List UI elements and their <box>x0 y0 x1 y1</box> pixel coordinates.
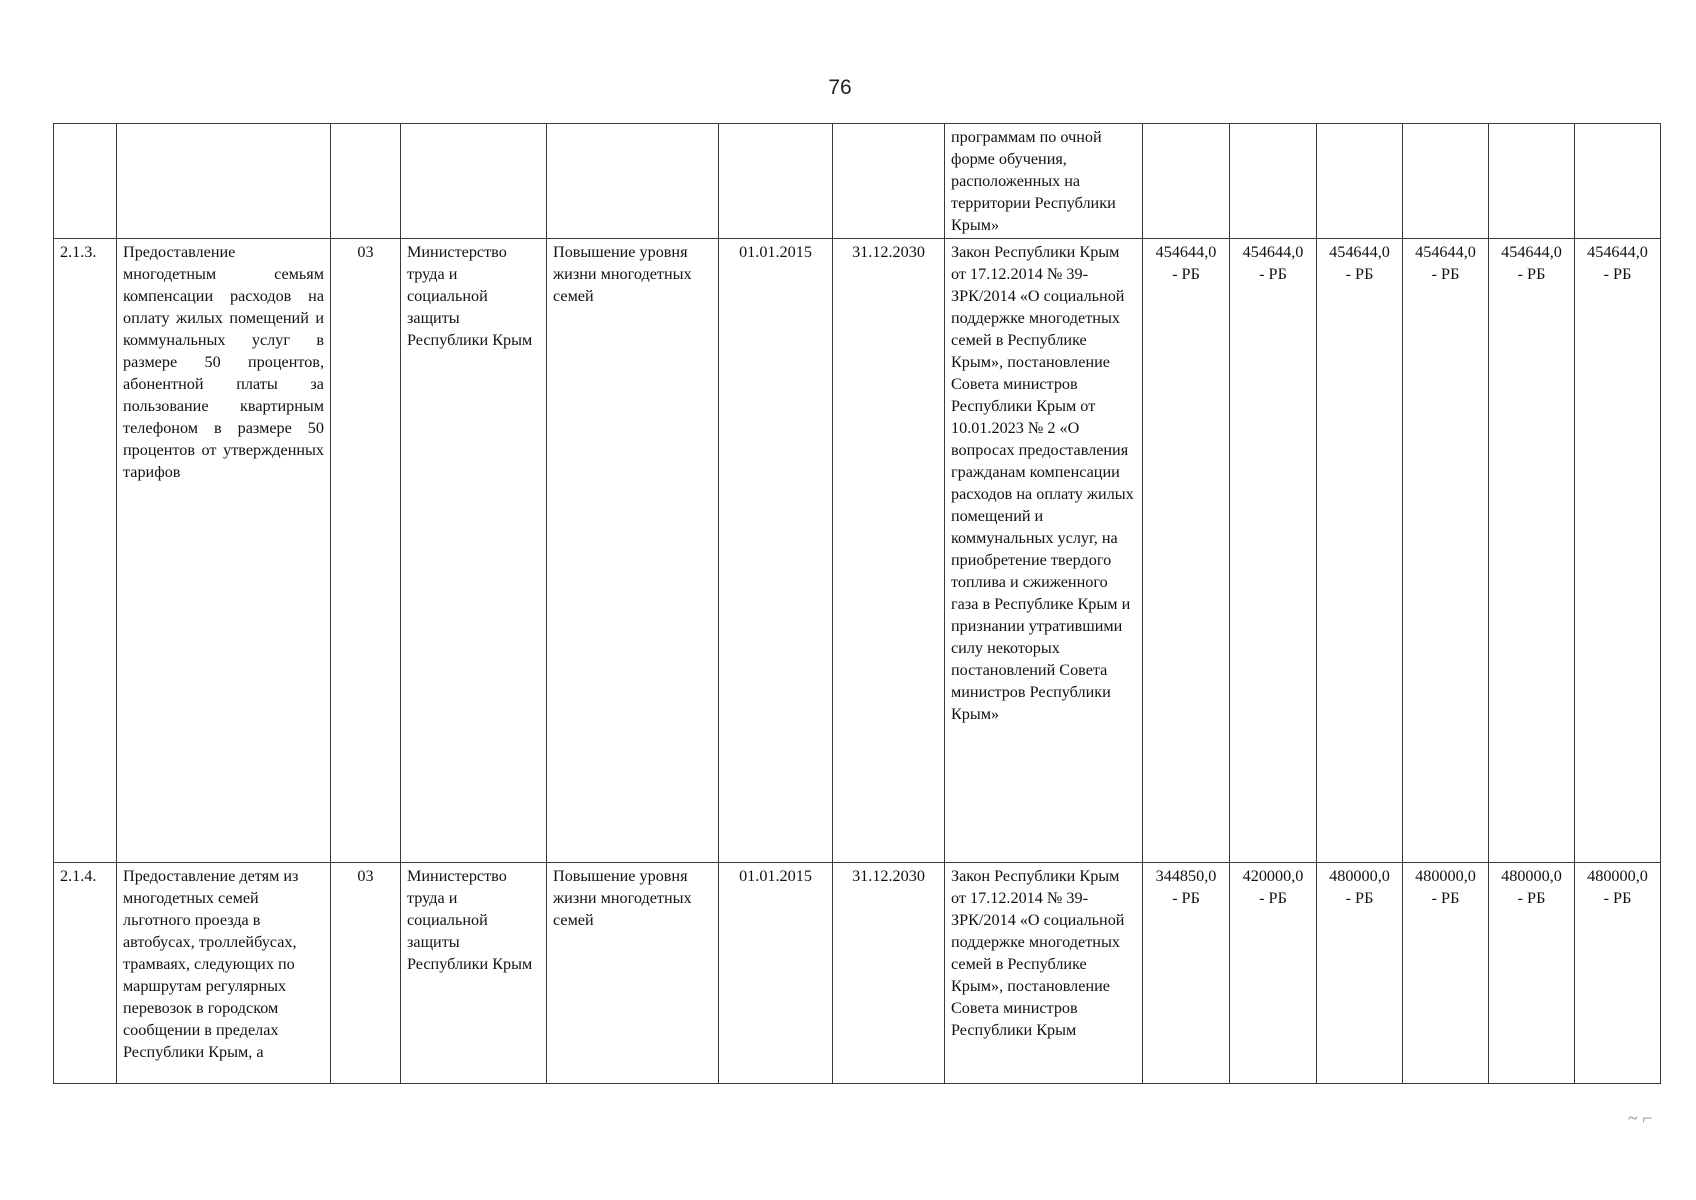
cell-amount <box>1143 863 1230 1084</box>
cell-goal: Повышение уровня жизни многодетных семей <box>547 863 719 1084</box>
cell-amount <box>1575 239 1661 863</box>
cell-number: 2.1.4. <box>54 863 117 1084</box>
amount-source: - РБ <box>1259 889 1287 907</box>
amount-value: 344850,0 <box>1155 867 1217 885</box>
cell-executor: Министерство труда и социальной защиты Республики Крым <box>401 863 547 1084</box>
cell-end-date: 31.12.2030 <box>833 239 945 863</box>
amount-source: - РБ <box>1172 265 1200 283</box>
table-row <box>54 239 1661 863</box>
cell-amount <box>1143 124 1230 239</box>
amount-value: 454644,0 <box>1501 243 1562 261</box>
cell-goal: Повышение уровня жизни многодетных семей <box>547 239 719 863</box>
amount-source: - РБ <box>1517 265 1546 283</box>
amount-value: 454644,0 <box>1242 243 1304 261</box>
cell-name: Предоставление многодетным семьям компенсации расходов на оплату жилых помещений и коммунальных услуг в размере 50 процентов, абонентной платы за пользование квартирным телефоном в размере 50 процентов от утвержденных тарифов <box>117 239 331 863</box>
amount-source: - РБ <box>1603 265 1632 283</box>
amount-value: 454644,0 <box>1415 243 1476 261</box>
cell-legal-basis: программам по очной форме обучения, расположенных на территории Республики Крым» <box>945 124 1143 239</box>
amount-value: 480000,0 <box>1329 867 1390 885</box>
cell-amount <box>1403 863 1489 1084</box>
cell-code: 03 <box>331 239 401 863</box>
cell-name <box>117 124 331 239</box>
cell-amount <box>1489 863 1575 1084</box>
cell-start-date: 01.01.2015 <box>719 863 833 1084</box>
cell-start-date <box>719 124 833 239</box>
cell-number <box>54 124 117 239</box>
amount-value: 480000,0 <box>1587 867 1648 885</box>
amount-source: - РБ <box>1431 265 1460 283</box>
cell-start-date: 01.01.2015 <box>719 239 833 863</box>
amount-source: - РБ <box>1345 889 1374 907</box>
amount-value: 454644,0 <box>1155 243 1217 261</box>
cell-executor: Министерство труда и социальной защиты Республики Крым <box>401 239 547 863</box>
amount-value: 480000,0 <box>1415 867 1476 885</box>
amount-source: - РБ <box>1259 265 1287 283</box>
measures-table <box>53 123 1661 1084</box>
cell-amount <box>1317 124 1403 239</box>
cell-amount <box>1317 863 1403 1084</box>
table-row <box>54 863 1661 1084</box>
cell-amount <box>1317 239 1403 863</box>
page-number: 76 <box>828 76 852 99</box>
cell-legal-basis: Закон Республики Крым от 17.12.2014 № 39-ЗРК/2014 «О социальной поддержке многодетных семей в Республике Крым», постановление Совета министров Республики Крым от 10.01.2023 № 2 «О вопросах предоставления гражданам компенсации расходов на оплату жилых помещений и коммунальных услуг, на приобретение твердого топлива и сжиженного газа в Республике Крым и признании утратившими силу некоторых постановлений Совета министров Республики Крым» <box>945 239 1143 863</box>
cell-amount <box>1403 239 1489 863</box>
cell-end-date: 31.12.2030 <box>833 863 945 1084</box>
cell-number: 2.1.3. <box>54 239 117 863</box>
amount-value: 454644,0 <box>1329 243 1390 261</box>
cell-code <box>331 124 401 239</box>
amount-value: 420000,0 <box>1242 867 1304 885</box>
scan-mark: ~ ⌐ <box>1628 1108 1653 1128</box>
cell-name: Предоставление детям из многодетных семей льготного проезда в автобусах, троллейбусах, трамваях, следующих по маршрутам регулярных перевозок в городском сообщении в пределах Республики Крым, а <box>117 863 331 1084</box>
amount-source: - РБ <box>1603 889 1632 907</box>
cell-amount <box>1575 124 1661 239</box>
amount-source: - РБ <box>1172 889 1200 907</box>
cell-code: 03 <box>331 863 401 1084</box>
cell-legal-basis: Закон Республики Крым от 17.12.2014 № 39-ЗРК/2014 «О социальной поддержке многодетных семей в Республике Крым», постановление Совета министров Республики Крым <box>945 863 1143 1084</box>
amount-source: - РБ <box>1431 889 1460 907</box>
cell-end-date <box>833 124 945 239</box>
cell-executor <box>401 124 547 239</box>
amount-source: - РБ <box>1517 889 1546 907</box>
cell-amount <box>1575 863 1661 1084</box>
amount-value: 454644,0 <box>1587 243 1648 261</box>
amount-source: - РБ <box>1345 265 1374 283</box>
amount-value: 480000,0 <box>1501 867 1562 885</box>
cell-amount <box>1489 124 1575 239</box>
cell-amount <box>1230 863 1317 1084</box>
cell-amount <box>1230 124 1317 239</box>
cell-amount <box>1489 239 1575 863</box>
table-row <box>54 124 1661 239</box>
cell-goal <box>547 124 719 239</box>
cell-amount <box>1403 124 1489 239</box>
cell-amount <box>1230 239 1317 863</box>
cell-amount <box>1143 239 1230 863</box>
